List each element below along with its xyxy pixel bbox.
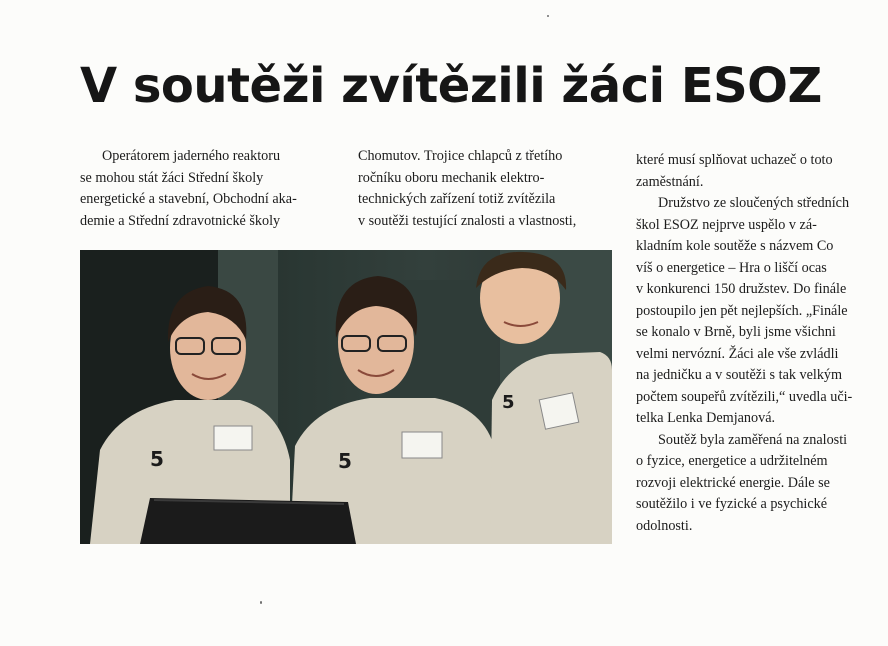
scan-speck xyxy=(260,601,262,604)
text-line: v konkurenci 150 družstev. Do finále xyxy=(636,281,847,297)
text-line: zaměstnání. xyxy=(636,173,704,190)
text-line: se mohou stát žáci Střední školy xyxy=(80,169,264,186)
text-line: škol ESOZ nejprve uspělo v zá- xyxy=(636,216,817,233)
text-line: rozvoji elektrické energie. Dále se xyxy=(636,474,830,491)
text-line: počtem soupeřů zvítězili,“ uvedla uči- xyxy=(636,388,853,405)
text-line: technických zařízení totiž zvítězila xyxy=(358,191,556,207)
text-line: Soutěž byla zaměřená na znalosti xyxy=(658,431,848,448)
shirt-number: 5 xyxy=(150,447,164,471)
text-line: Chomutov. Trojice chlapců z třetího xyxy=(358,148,563,164)
text-line: o fyzice, energetice a udržitelném xyxy=(636,453,828,469)
article-photo xyxy=(80,250,612,544)
text-line: které musí splňovat uchazeč o toto xyxy=(636,152,833,168)
article-column-1 xyxy=(80,146,342,232)
article-column-2 xyxy=(358,146,620,232)
text-line: Družstvo ze sloučených středních xyxy=(658,195,850,211)
shirt-number: 5 xyxy=(502,392,515,413)
text-line: demie a Střední zdravotnické školy xyxy=(80,212,281,229)
text-line: ročníku oboru mechanik elektro- xyxy=(358,169,545,186)
shirt-number: 5 xyxy=(338,449,352,473)
text-line: telka Lenka Demjanová. xyxy=(636,410,776,426)
article-column-3 xyxy=(636,150,884,537)
article-headline: V soutěži zvítězili žáci ESOZ xyxy=(80,58,822,114)
laptop xyxy=(140,498,356,544)
text-line: soutěžilo i ve fyzické a psychické xyxy=(636,496,828,512)
text-line: odolnosti. xyxy=(636,517,693,534)
text-line: energetické a stavební, Obchodní aka- xyxy=(80,191,297,207)
text-line: Operátorem jaderného reaktoru xyxy=(102,148,281,164)
text-line: na jedničku a v soutěži s tak velkým xyxy=(636,367,843,383)
scan-speck xyxy=(547,15,549,17)
text-line: velmi nervózní. Žáci ale vše zvládli xyxy=(636,345,839,362)
text-line: víš o energetice – Hra o liščí ocas xyxy=(636,259,827,276)
text-line: v soutěži testující znalosti a vlastnosti, xyxy=(358,212,577,229)
photo-illustration xyxy=(80,250,612,544)
text-line: postoupilo jen pět nejlepších. „Finále xyxy=(636,302,848,319)
text-line: se konalo v Brně, byli jsme všichni xyxy=(636,324,836,340)
text-line: kladním kole soutěže s názvem Co xyxy=(636,238,834,254)
